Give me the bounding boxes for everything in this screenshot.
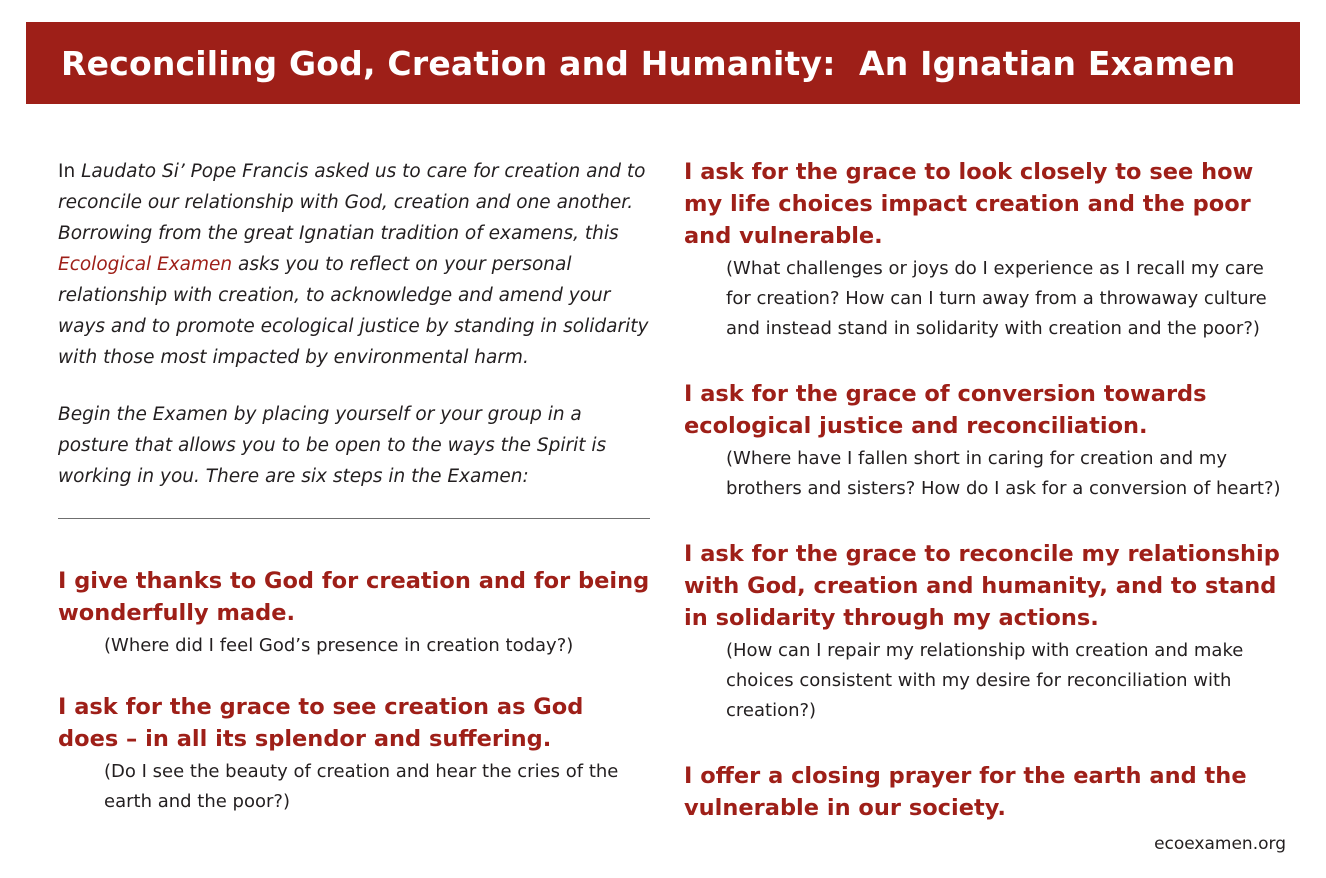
step-question: (What challenges or joys do I experience as I recall my care for creation? How can I turn away from a throwaway culture and instead stand in solidarity with creation and the poor?) bbox=[726, 258, 1267, 339]
examen-step bbox=[684, 760, 1284, 824]
examen-step bbox=[684, 538, 1284, 726]
intro-paragraph-2: Begin the Examen by placing yourself or your group in a posture that allows you to be open to the ways the Spirit is working in you. There are six steps in the Examen: bbox=[58, 404, 607, 487]
ecological-examen-term: Ecological Examen bbox=[58, 254, 233, 275]
step-heading: I ask for the grace of conversion towards ecological justice and reconciliation. bbox=[684, 381, 1207, 439]
left-steps-list bbox=[58, 565, 650, 817]
step-heading: I give thanks to God for creation and for being wonderfully made. bbox=[58, 568, 650, 626]
header-banner bbox=[26, 22, 1300, 104]
step-heading: I ask for the grace to reconcile my relationship with God, creation and humanity, and to stand in solidarity through my actions. bbox=[684, 541, 1280, 631]
step-heading: I ask for the grace to look closely to see how my life choices impact creation and the poor and vulnerable. bbox=[684, 159, 1254, 249]
left-column bbox=[58, 156, 650, 817]
step-heading: I offer a closing prayer for the earth and the vulnerable in our society. bbox=[684, 763, 1247, 821]
step-heading: I ask for the grace to see creation as God does – in all its splendor and suffering. bbox=[58, 694, 584, 752]
examen-step bbox=[684, 378, 1284, 504]
step-question: (Where have I fallen short in caring for creation and my brothers and sisters? How do I ask for a conversion of heart?) bbox=[726, 448, 1281, 499]
step-question: (How can I repair my relationship with creation and make choices consistent with my desire for reconciliation with creation?) bbox=[726, 640, 1244, 721]
examen-step bbox=[58, 565, 650, 661]
section-divider bbox=[58, 518, 650, 519]
examen-step bbox=[58, 691, 650, 817]
page-title: Reconciling God, Creation and Humanity: An Ignatian Examen bbox=[61, 43, 1236, 83]
laudato-si-title: Laudato Si’ bbox=[81, 161, 185, 182]
intro-lead-in: In bbox=[58, 161, 82, 182]
two-column-body bbox=[0, 104, 1326, 878]
examen-step bbox=[684, 156, 1284, 344]
right-column bbox=[684, 156, 1284, 824]
intro-text-a: Pope Francis asked us to care for creation and to reconcile our relationship with God, creation and one another. Borrowing from the great Ignatian tradition of examens, this bbox=[58, 161, 646, 244]
footer-website: ecoexamen.org bbox=[1154, 834, 1286, 854]
intro-paragraph-1 bbox=[58, 156, 650, 373]
intro-text-b: asks you to reflect on your personal relationship with creation, to acknowledge and amend your ways and to promote ecological justice by standing in solidarity with those most impacted by environmental harm. bbox=[58, 254, 649, 368]
step-question: (Where did I feel God’s presence in creation today?) bbox=[104, 635, 574, 656]
step-question: (Do I see the beauty of creation and hear the cries of the earth and the poor?) bbox=[104, 761, 619, 812]
